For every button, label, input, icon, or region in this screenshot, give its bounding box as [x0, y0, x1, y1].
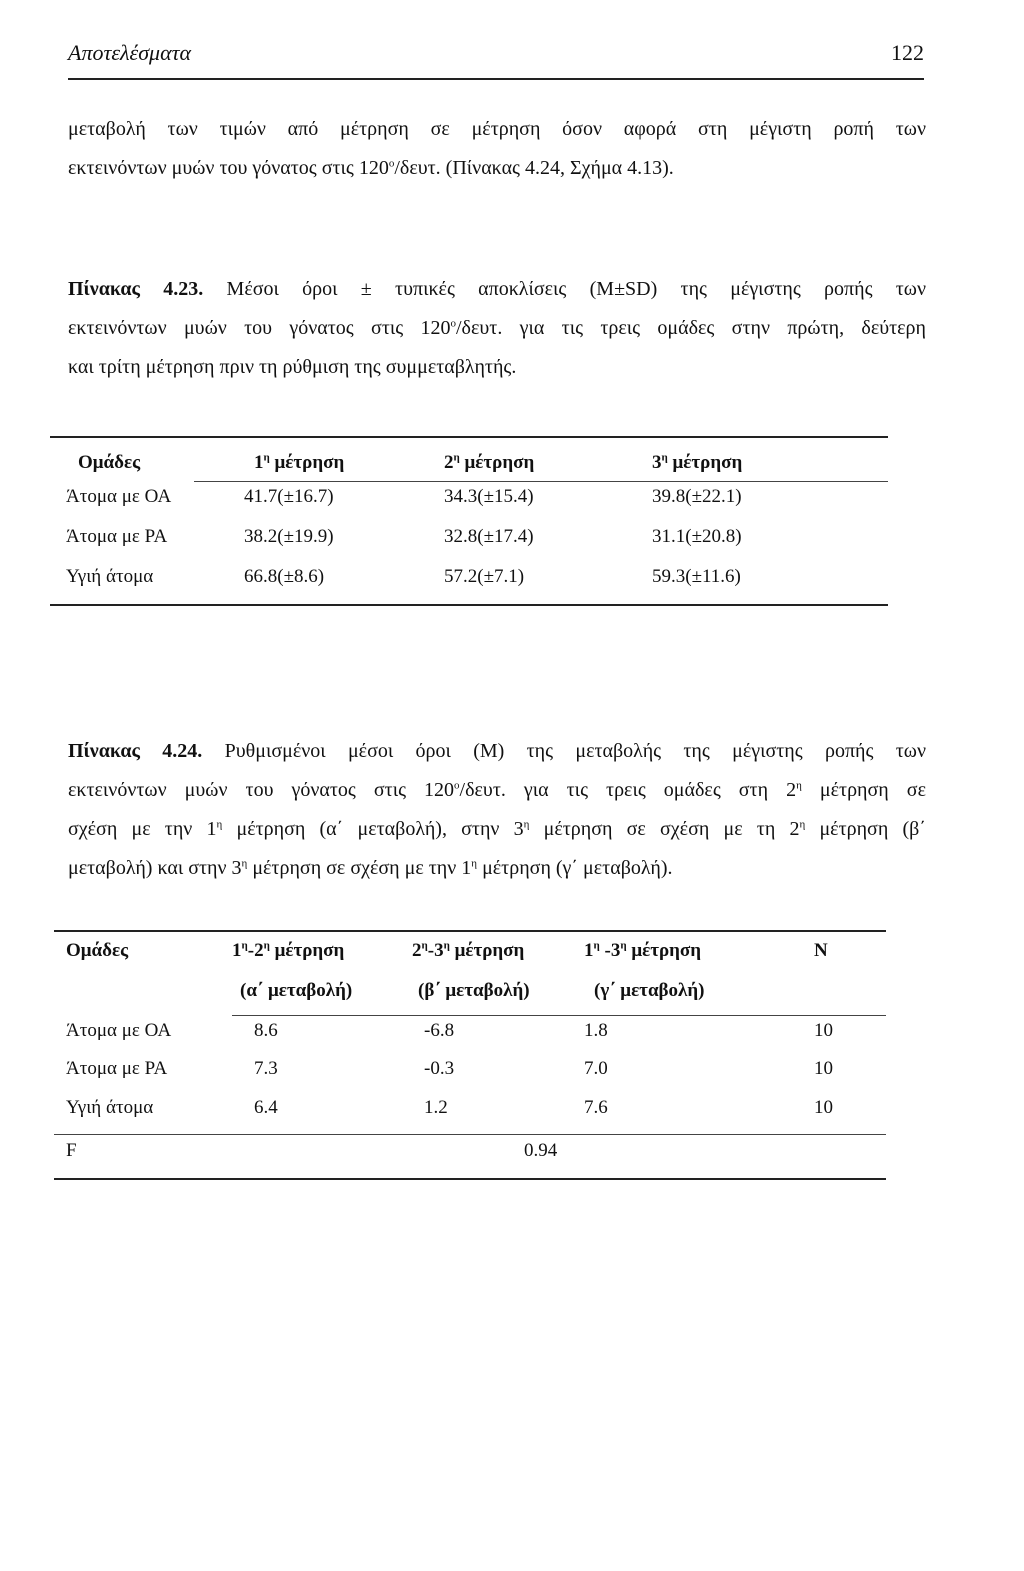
header-rule [68, 78, 924, 80]
table-row-group: Υγιή άτομα [66, 566, 154, 587]
caption-line-2: εκτεινόντων μυών του γόνατος στις 120$^o$/δευτ. για τις τρεις ομάδες στη $2^\eta$ μέτρηση σε [68, 779, 926, 801]
col-header-group: Ομάδες [66, 940, 129, 961]
f-row-rule [54, 1134, 886, 1135]
col-header-change-c: $1^\eta$ $-3^\eta$ μέτρηση [584, 939, 702, 961]
col-header-m3: $3^\eta$ μέτρηση [652, 451, 743, 473]
intro-line-1: μεταβολή των τιμών από μέτρηση σε μέτρηση όσον αφορά στη μέγιστη ροπή των [68, 118, 926, 140]
f-value: 0.94 [524, 1140, 558, 1161]
table-cell: 31.1(±20.8) [652, 526, 742, 547]
table-bottom-rule [50, 604, 888, 606]
col-header-group: Ομάδες [78, 452, 141, 473]
table-cell: 34.3(±15.4) [444, 486, 534, 507]
table-cell: 66.8(±8.6) [244, 566, 325, 587]
table-cell: 59.3(±11.6) [652, 566, 741, 587]
caption-label: Πίνακας 4.24. [68, 740, 203, 762]
col-header-n: N [814, 940, 828, 961]
caption-line-3: και τρίτη μέτρηση πριν τη ρύθμιση της συμμεταβλητής. [68, 356, 517, 378]
table-cell: 32.8(±17.4) [444, 526, 534, 547]
table-cell: -6.8 [424, 1020, 455, 1041]
caption-line-3: σχέση με την $1^\eta$ μέτρηση (α΄ μεταβολή), στην $3^\eta$ μέτρηση σε σχέση με τη $2^\eta$ μέτρηση (β΄ [68, 818, 926, 840]
col-header-m1: $1^\eta$ μέτρηση [254, 451, 345, 473]
table-cell: 10 [814, 1020, 833, 1041]
table-cell: 10 [814, 1058, 833, 1079]
table-cell: 10 [814, 1097, 833, 1118]
col-subheader-change-b: (β΄ μεταβολή) [418, 980, 530, 1001]
caption-line-1: Πίνακας 4.23. Μέσοι όροι ± τυπικές αποκλίσεις (M±SD) της μέγιστης ροπής των [68, 278, 927, 300]
table-top-rule [54, 930, 886, 932]
page-number: 122 [891, 40, 924, 65]
table-row-group: Άτομα με ΟΑ [66, 1020, 172, 1041]
header-rule [194, 481, 888, 482]
col-header-m2: $2^\eta$ μέτρηση [444, 451, 535, 473]
caption-label: Πίνακας 4.23. [68, 278, 204, 300]
table-cell: 1.2 [424, 1097, 448, 1118]
table-row-group: Άτομα με ΡΑ [66, 526, 168, 547]
table-cell: 1.8 [584, 1020, 608, 1041]
header-rule [232, 1015, 886, 1016]
caption-line-2: εκτεινόντων μυών του γόνατος στις 120$^o$/δευτ. για τις τρεις ομάδες στην πρώτη, δεύτερη [68, 317, 926, 339]
table-row-group: Άτομα με ΟΑ [66, 486, 172, 507]
table-row-group: Υγιή άτομα [66, 1097, 154, 1118]
col-subheader-change-a: (α΄ μεταβολή) [240, 980, 353, 1001]
table-cell: -0.3 [424, 1058, 455, 1079]
caption-line-4: μεταβολή) και στην $3^\eta$ μέτρηση σε σχέση με την $1^\eta$ μέτρηση (γ΄ μεταβολή). [68, 857, 673, 879]
table-4-23-caption [68, 270, 926, 387]
table-cell: 7.6 [584, 1097, 608, 1118]
col-header-change-b: $2^\eta-3^\eta$ μέτρηση [412, 939, 525, 961]
table-cell: 6.4 [254, 1097, 278, 1118]
col-subheader-change-c: (γ΄ μεταβολή) [594, 980, 705, 1001]
table-row-group: Άτομα με ΡΑ [66, 1058, 168, 1079]
table-cell: 41.7(±16.7) [244, 486, 334, 507]
table-cell: 8.6 [254, 1020, 278, 1041]
table-cell: 7.0 [584, 1058, 608, 1079]
table-cell: 39.8(±22.1) [652, 486, 742, 507]
table-4-24-caption [68, 732, 926, 888]
running-header [68, 40, 924, 72]
table-top-rule [50, 436, 888, 438]
table-cell: 57.2(±7.1) [444, 566, 525, 587]
col-header-change-a: $1^\eta-2^\eta$ μέτρηση [232, 939, 345, 961]
f-label: F [66, 1140, 77, 1161]
table-bottom-rule [54, 1178, 886, 1180]
table-cell: 7.3 [254, 1058, 278, 1079]
table-cell: 38.2(±19.9) [244, 526, 334, 547]
intro-paragraph [68, 110, 926, 188]
intro-line-2: εκτεινόντων μυών του γόνατος στις 120$^o$/δευτ. (Πίνακας 4.24, Σχήμα 4.13). [68, 157, 674, 179]
section-title: Αποτελέσματα [68, 40, 192, 65]
caption-line-1: Πίνακας 4.24. Ρυθμισμένοι μέσοι όροι (M) της μεταβολής της μέγιστης ροπής των [68, 740, 926, 762]
